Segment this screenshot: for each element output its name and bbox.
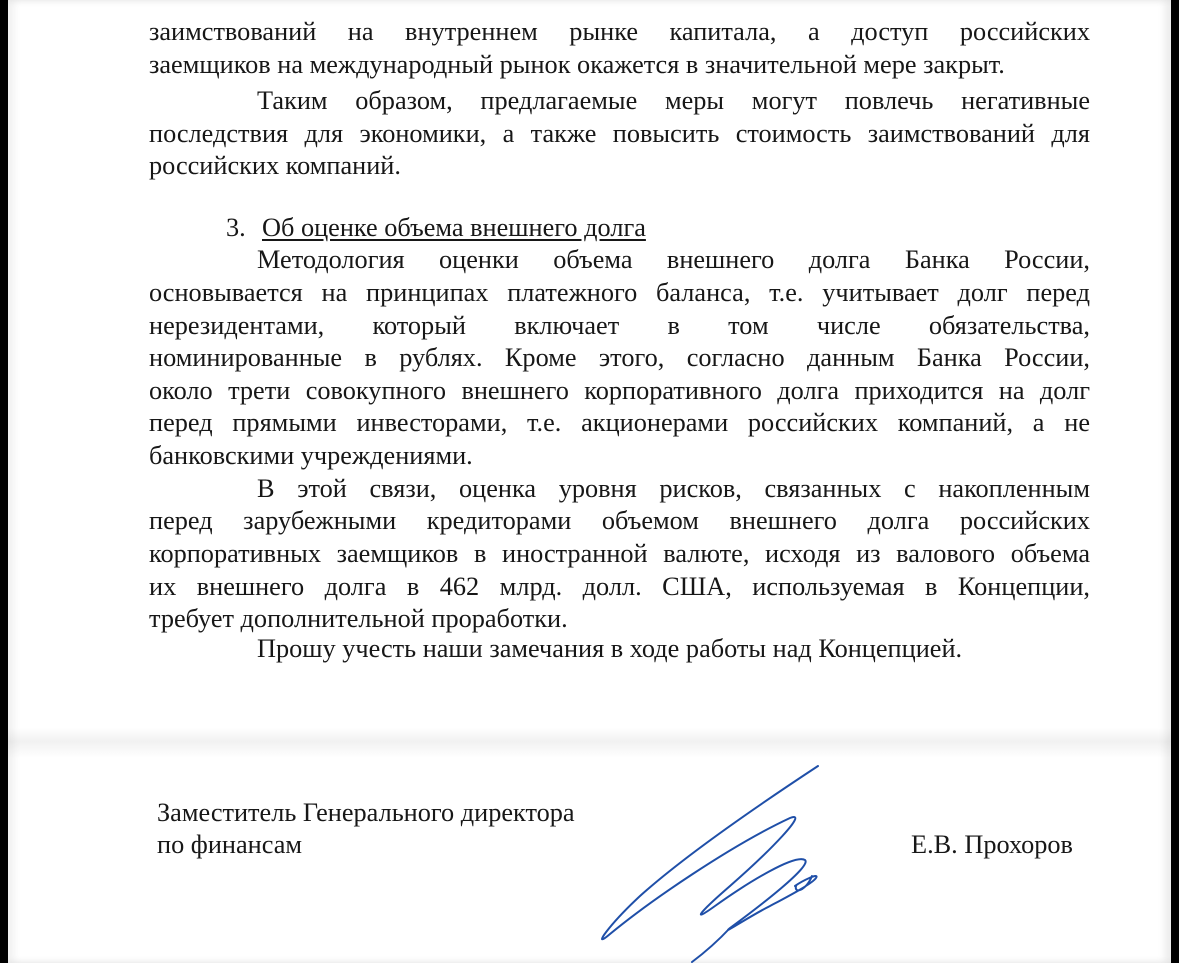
position-line: по финансам (157, 830, 303, 859)
text-line: корпоративных заемщиков в иностранной валюте, исходя из валового объема (149, 539, 1090, 568)
section-title: Об оценке объема внешнего долга (262, 213, 646, 242)
text-line: номинированные в рублях. Кроме этого, согласно данным Банка России, (149, 343, 1090, 372)
text-line: основывается на принципах платежного баланса, т.е. учитывает долг перед (149, 278, 1090, 307)
text-line: российских компаний. (149, 151, 401, 180)
text-line: требует дополнительной проработки. (149, 604, 568, 633)
position-line: Заместитель Генерального директора (157, 798, 575, 827)
text-line: перед прямыми инвесторами, т.е. акционерами российских компаний, а не (149, 408, 1090, 437)
text-line: В этой связи, оценка уровня рисков, связанных с накопленным (257, 474, 1090, 503)
text-line: заимствований на внутреннем рынке капитала, а доступ российских (149, 17, 1090, 46)
section-heading (226, 212, 646, 244)
signatory-position (157, 797, 575, 861)
handwritten-signature (580, 756, 840, 963)
text-line: нерезидентами, который включает в том числе обязательства, (149, 311, 1090, 340)
paper-fold (8, 728, 1171, 758)
signatory-name: Е.В. Прохоров (911, 830, 1073, 859)
text-line: их внешнего долга в 462 млрд. долл. США, используемая в Концепции, (149, 572, 1090, 601)
text-line: Прошу учесть наши замечания в ходе работы над Концепцией. (257, 634, 963, 663)
text-line: банковскими учреждениями. (149, 441, 473, 470)
section-number: 3. (226, 213, 246, 242)
text-line: последствия для экономики, а также повысить стоимость заимствований для (149, 119, 1090, 148)
text-line: Таким образом, предлагаемые меры могут повлечь негативные (257, 86, 1090, 115)
text-line: перед зарубежными кредиторами объемом внешнего долга российских (149, 506, 1090, 535)
text-line: Методология оценки объема внешнего долга Банка России, (257, 245, 1090, 274)
text-line: заемщиков на международный рынок окажется в значительной мере закрыт. (149, 50, 1005, 79)
text-line: около трети совокупного внешнего корпоративного долга приходится на долг (149, 376, 1090, 405)
